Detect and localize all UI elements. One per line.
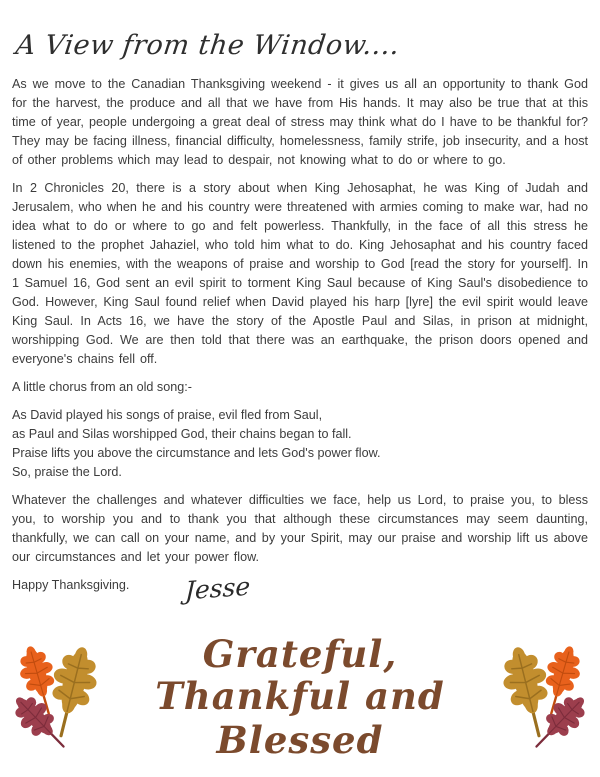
paragraph-bible-stories: In 2 Chronicles 20, there is a story about when King Jehosaphat, he was King of Judah and Jerusalem, who when he and his country were threatened with armies coming to make war, had no idea what to do or where to go and felt powerless. Thankfully, in the face of all this stress he listened to the prophet Jahaziel, who told him what to do. King Jehosaphat and his country faced down his enemies, with the weapons of praise and worship to God [read the story for yourself]. In 1 Samuel 16, God sent an evil spirit to torment King Saul because of King Saul's disobedience to God. However, King Saul found relief when David played his harp [lyre] the evil spirit would leave King Saul. In Acts 16, we have the story of the Apostle Paul and Silas, in prison at midnight, worshipping God. We are then told that there was an earthquake, the prison doors opened and everyone's chains fell off. — [12, 181, 588, 366]
chorus-line: As David played his songs of praise, evil fled from Saul, — [12, 408, 323, 422]
autumn-leaves-icon — [496, 624, 588, 756]
signature: Jesse — [184, 571, 252, 606]
paragraph-thanksgiving-intro: As we move to the Canadian Thanksgiving weekend - it gives us all an opportunity to thank God for the harvest, the produce and all that we have from His hands. It may also be true that at this time of year, people undergoing a great deal of stress may think what do I have to be thankful for? They may be facing illness, financial difficulty, homelessness, family strife, job insecurity, and a host of other problems which may lead to despair, not knowing what to do or where to go. — [12, 77, 588, 167]
closing-row — [12, 571, 588, 616]
script-line-1: Grateful, — [202, 632, 398, 676]
leaf-cluster-right — [496, 624, 588, 756]
greeting-text: Happy Thanksgiving. — [12, 578, 130, 592]
paragraph-closing-prayer: Whatever the challenges and whatever difficulties we face, help us Lord, to praise you, to bless you, to worship you and to thank you that although these circumstances may seem daunting, thankfully, we can call on your name, and by your Spirit, may our praise and worship lift us above our circumstances and let your power flow. — [12, 493, 588, 564]
page-title: A View from the Window.... — [14, 30, 402, 61]
chorus-line: So, praise the Lord. — [12, 465, 122, 479]
footer-decoration — [12, 624, 588, 762]
chorus-block — [12, 406, 588, 482]
chorus-intro: A little chorus from an old song:- — [12, 380, 192, 394]
chorus-line: as Paul and Silas worshipped God, their chains began to fall. — [12, 427, 352, 441]
script-line-2: Thankful and Blessed — [155, 674, 445, 762]
leaf-cluster-left — [12, 624, 104, 756]
chorus-line: Praise lifts you above the circumstance and lets God's power flow. — [12, 446, 381, 460]
autumn-leaves-icon — [12, 624, 104, 756]
grateful-script-text — [104, 634, 496, 762]
